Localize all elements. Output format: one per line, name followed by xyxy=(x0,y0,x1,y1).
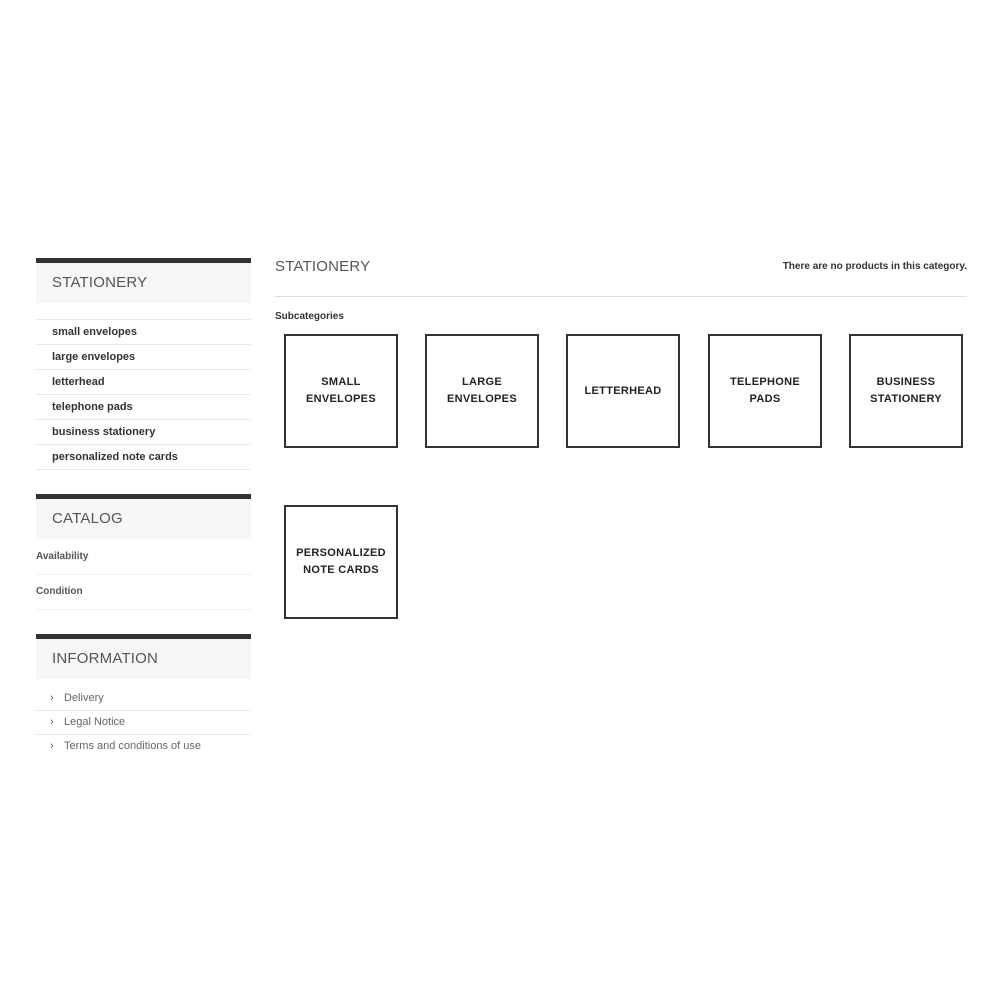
subcategory-tile-telephone-pads[interactable] xyxy=(708,334,822,448)
info-link-label: Legal Notice xyxy=(64,716,126,728)
catalog-block-title: CATALOG xyxy=(36,494,251,539)
subcategory-tile-label: LETTERHEAD xyxy=(584,384,662,397)
category-item-telephone-pads[interactable]: telephone pads xyxy=(36,395,251,420)
chevron-right-icon: › xyxy=(50,716,54,728)
category-block-title: STATIONERY xyxy=(36,258,251,303)
info-link-label: Terms and conditions of use xyxy=(64,740,201,752)
category-item-large-envelopes[interactable]: large envelopes xyxy=(36,345,251,370)
info-link-label: Delivery xyxy=(64,692,104,704)
heading-divider xyxy=(275,296,967,297)
subcategory-tile-business-stationery[interactable] xyxy=(849,334,963,448)
chevron-right-icon: › xyxy=(50,692,54,704)
facet-condition[interactable]: Condition xyxy=(36,575,251,610)
category-list xyxy=(36,319,251,470)
info-link-terms[interactable] xyxy=(36,735,251,758)
subcategory-tile-letterhead[interactable] xyxy=(566,334,680,448)
catalog-block xyxy=(36,494,251,610)
subcategory-tile-label: SMALL ENVELOPES xyxy=(306,376,376,405)
category-block xyxy=(36,258,251,470)
category-item-business-stationery[interactable]: business stationery xyxy=(36,420,251,445)
info-link-legal-notice[interactable] xyxy=(36,711,251,735)
category-item-small-envelopes[interactable]: small envelopes xyxy=(36,320,251,345)
left-sidebar xyxy=(36,258,251,758)
info-link-delivery[interactable] xyxy=(36,687,251,711)
empty-category-notice: There are no products in this category. xyxy=(782,261,967,272)
chevron-right-icon: › xyxy=(50,740,54,752)
subcategories-heading: Subcategories xyxy=(275,311,344,322)
facet-availability[interactable]: Availability xyxy=(36,540,251,575)
category-item-personalized-note-cards[interactable]: personalized note cards xyxy=(36,445,251,470)
subcategory-tile-personalized-note-cards[interactable] xyxy=(284,505,398,619)
information-block xyxy=(36,634,251,758)
page-title: STATIONERY xyxy=(275,258,371,275)
facet-list xyxy=(36,540,251,610)
subcategory-tile-label: PERSONALIZED NOTE CARDS xyxy=(296,547,386,576)
subcategory-tile-large-envelopes[interactable] xyxy=(425,334,539,448)
subcategory-tile-small-envelopes[interactable] xyxy=(284,334,398,448)
subcategory-tile-label: TELEPHONE PADS xyxy=(730,376,800,405)
information-list xyxy=(36,687,251,758)
subcategory-tile-label: BUSINESS STATIONERY xyxy=(870,376,942,405)
information-block-title: INFORMATION xyxy=(36,634,251,679)
subcategory-tile-label: LARGE ENVELOPES xyxy=(447,376,517,405)
category-item-letterhead[interactable]: letterhead xyxy=(36,370,251,395)
